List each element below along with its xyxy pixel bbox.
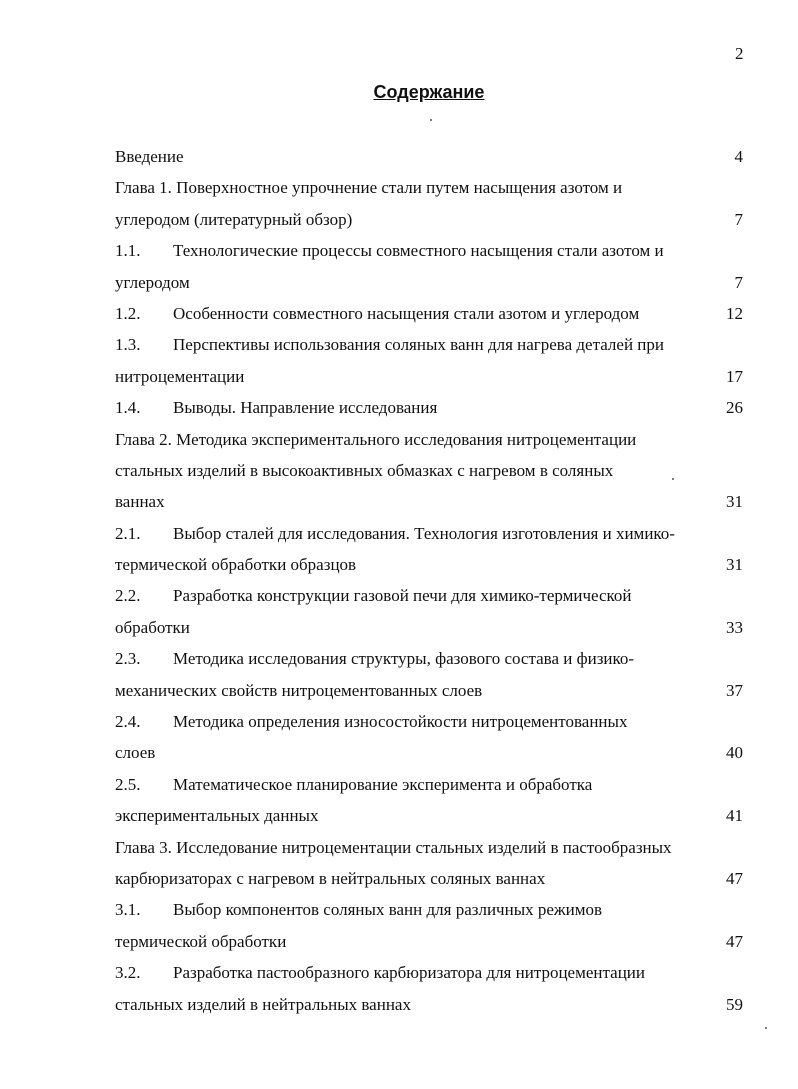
toc-section-number: 3.1. <box>115 900 141 920</box>
toc-entry-text: слоев <box>115 743 156 763</box>
toc-line <box>115 518 745 549</box>
toc-page-number: 12 <box>726 303 743 323</box>
toc-line <box>115 926 745 957</box>
toc-entry-text: Глава 1. Поверхностное упрочнение стали путем насыщения азотом и <box>115 178 623 198</box>
toc-page-number: 17 <box>726 366 743 386</box>
toc-line <box>115 172 745 203</box>
toc-line <box>115 267 745 298</box>
toc-entry-text: Глава 3. Исследование нитроцементации стальных изделий в пастообразных <box>115 837 672 857</box>
toc-line <box>115 643 745 674</box>
toc-section-number: 2.5. <box>115 774 141 794</box>
toc-entry-text: карбюризаторах с нагревом в нейтральных соляных ваннах <box>115 868 546 888</box>
toc-entry-text: экспериментальных данных <box>115 806 319 826</box>
toc-entry-text: Разработка пастообразного карбюризатора для нитроцементации <box>173 963 645 983</box>
toc-line <box>115 737 745 768</box>
toc-line <box>115 329 745 360</box>
toc-section-number: 2.1. <box>115 523 141 543</box>
toc-entry-text: Выводы. Направление исследования <box>173 398 438 418</box>
toc-entry-text: нитроцементации <box>115 366 245 386</box>
toc-page-number: 59 <box>726 994 743 1014</box>
toc-section-number: 3.2. <box>115 963 141 983</box>
toc-line <box>115 894 745 925</box>
toc-line <box>115 769 745 800</box>
toc-entry-text: обработки <box>115 617 190 637</box>
scan-speck <box>765 1027 767 1029</box>
toc-section-number: 2.2. <box>115 586 141 606</box>
toc-page-number: 7 <box>734 209 743 229</box>
toc-page-number: 33 <box>726 617 743 637</box>
toc-entry-text: механических свойств нитроцементованных слоев <box>115 680 483 700</box>
toc-entry-text: ваннах <box>115 492 165 512</box>
toc-line <box>115 392 745 423</box>
toc-entry-text: Методика определения износостойкости нитроцементованных <box>173 712 628 732</box>
table-of-contents <box>115 141 745 1020</box>
toc-line <box>115 424 745 455</box>
toc-page-number: 40 <box>726 743 743 763</box>
toc-entry-text: термической обработки образцов <box>115 555 357 575</box>
toc-page-number: 7 <box>734 272 743 292</box>
toc-page-number: 4 <box>734 147 743 166</box>
toc-entry-text: Выбор сталей для исследования. Технология изготовления и химико- <box>173 523 675 543</box>
toc-line <box>115 989 745 1020</box>
toc-entry-text: Разработка конструкции газовой печи для химико-термической <box>173 586 632 606</box>
toc-line <box>115 675 745 706</box>
toc-entry-text: Введение <box>115 147 184 166</box>
toc-line <box>115 800 745 831</box>
toc-entry-text: Перспективы использования соляных ванн для нагрева деталей при <box>173 335 664 355</box>
toc-page-number: 47 <box>726 868 743 888</box>
toc-section-number: 2.3. <box>115 649 141 669</box>
toc-line <box>115 832 745 863</box>
toc-line <box>115 361 745 392</box>
toc-entry-text: углеродом (литературный обзор) <box>115 209 353 229</box>
page-title: Содержание <box>373 82 485 102</box>
toc-entry-text: углеродом <box>115 272 190 292</box>
toc-entry-text: Глава 2. Методика экспериментального исследования нитроцементации <box>115 429 637 449</box>
toc-line <box>115 204 745 235</box>
toc-entry-text: стальных изделий в высокоактивных обмазках с нагревом в соляных <box>115 460 614 480</box>
toc-page-number: 31 <box>726 555 743 575</box>
toc-line <box>115 455 745 486</box>
toc-page-number: 41 <box>726 806 743 826</box>
toc-page-number: 47 <box>726 931 743 951</box>
toc-section-number: 1.4. <box>115 398 141 418</box>
toc-line <box>115 863 745 894</box>
toc-entry-text: термической обработки <box>115 931 287 951</box>
toc-line <box>115 580 745 611</box>
toc-line <box>115 141 745 172</box>
toc-line <box>115 549 745 580</box>
toc-entry-text: Технологические процессы совместного насыщения стали азотом и <box>173 241 664 261</box>
toc-entry-text: стальных изделий в нейтральных ваннах <box>115 994 411 1014</box>
scan-speck <box>672 478 674 480</box>
toc-section-number: 1.2. <box>115 303 141 323</box>
toc-line <box>115 235 745 266</box>
toc-line <box>115 706 745 737</box>
toc-line <box>115 486 745 517</box>
toc-line <box>115 612 745 643</box>
toc-page-number: 37 <box>726 680 743 700</box>
toc-entry-text: Особенности совместного насыщения стали азотом и углеродом <box>173 303 640 323</box>
toc-section-number: 1.1. <box>115 241 141 261</box>
scan-speck <box>430 119 432 121</box>
toc-line <box>115 298 745 329</box>
toc-section-number: 2.4. <box>115 712 141 732</box>
toc-section-number: 1.3. <box>115 335 141 355</box>
page-number: 2 <box>735 44 744 63</box>
toc-page-number: 26 <box>726 398 743 418</box>
toc-entry-text: Выбор компонентов соляных ванн для различных режимов <box>173 900 603 920</box>
toc-line <box>115 957 745 988</box>
toc-entry-text: Математическое планирование эксперимента и обработка <box>173 774 593 794</box>
toc-entry-text: Методика исследования структуры, фазового состава и физико- <box>173 649 635 669</box>
toc-page-number: 31 <box>726 492 743 512</box>
